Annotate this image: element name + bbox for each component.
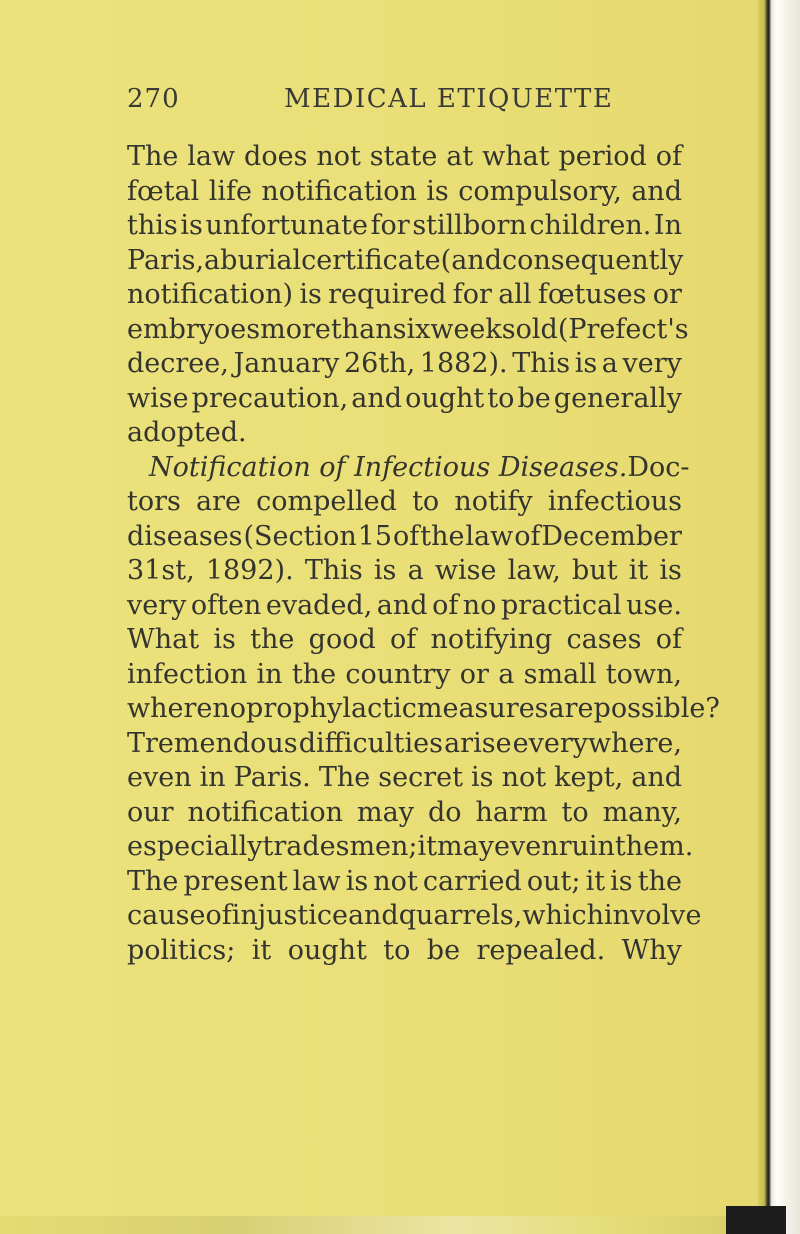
word: notification)	[127, 279, 294, 310]
text-line	[127, 175, 682, 210]
word: which	[522, 900, 605, 931]
text-line	[127, 934, 682, 969]
word: secret	[378, 762, 463, 793]
word: and	[347, 900, 399, 931]
word: politics;	[127, 934, 236, 966]
word: everywhere,	[512, 727, 682, 759]
word: of	[393, 520, 420, 552]
text-line	[127, 485, 682, 520]
word: tradesmen;	[262, 831, 418, 862]
word: or	[459, 658, 489, 690]
word: This	[512, 348, 571, 379]
word: injustice	[231, 900, 348, 931]
word: out;	[526, 865, 581, 897]
word: or	[652, 279, 682, 310]
word: certificate	[301, 244, 441, 276]
text-line	[127, 554, 682, 589]
word: of	[514, 520, 541, 552]
word: and	[351, 382, 402, 414]
word: them.	[614, 831, 694, 862]
word: more	[260, 313, 331, 345]
word: stillborn	[412, 210, 527, 241]
text-line	[127, 278, 682, 313]
word: involve	[604, 900, 702, 931]
word: to	[561, 796, 589, 828]
text-line	[127, 209, 682, 244]
word: six	[392, 313, 431, 345]
text-line	[127, 451, 690, 486]
text-line	[127, 796, 682, 831]
word: This	[304, 555, 363, 586]
word: fœtal	[127, 175, 200, 207]
word: infectious	[547, 486, 682, 517]
word: it	[628, 555, 649, 586]
text-line	[127, 347, 682, 382]
word: but	[572, 555, 618, 586]
word: the	[637, 865, 682, 897]
word: the	[420, 520, 465, 552]
word: 31st,	[127, 555, 195, 586]
word: are	[548, 693, 594, 724]
word: no	[212, 693, 247, 724]
word: our	[127, 796, 174, 828]
word: is	[299, 279, 322, 310]
word: to	[383, 934, 411, 966]
word: to	[487, 382, 515, 414]
word: be	[517, 382, 551, 414]
word: compulsory,	[458, 175, 622, 207]
word: this	[127, 210, 178, 241]
word: precaution,	[191, 382, 349, 414]
word: December	[541, 520, 682, 552]
word: law,	[507, 555, 561, 586]
word: and	[376, 589, 428, 621]
word: (and	[440, 244, 502, 276]
word: quarrels,	[398, 900, 523, 931]
word: (Section	[243, 520, 357, 552]
word: compelled	[256, 486, 397, 517]
word: even	[493, 831, 559, 862]
word: in	[256, 658, 283, 690]
word: ought	[405, 382, 485, 414]
running-head	[127, 84, 687, 124]
word: ruin	[558, 831, 615, 862]
word: not	[501, 762, 547, 793]
word: notification	[187, 796, 344, 828]
word: (Prefect's	[557, 313, 689, 345]
word: for	[452, 279, 492, 310]
word: very	[622, 348, 682, 379]
word: for	[370, 210, 410, 241]
word: of	[655, 141, 682, 172]
page-binding-edge	[758, 0, 800, 1234]
word: is	[574, 348, 598, 379]
word: notify	[454, 486, 533, 517]
word: and	[631, 175, 682, 207]
page-number: 270	[127, 84, 180, 114]
word: especially	[127, 831, 263, 862]
word: may	[357, 796, 414, 828]
word: law	[465, 520, 514, 552]
word: town,	[605, 658, 682, 690]
word: embryoes	[127, 313, 261, 345]
word: cases	[566, 624, 642, 655]
word: is	[426, 175, 449, 207]
word: do	[427, 796, 462, 828]
paragraph-infectious-diseases	[127, 451, 720, 969]
word: carried	[422, 865, 522, 897]
word: 1892).	[205, 555, 294, 586]
word: is	[213, 624, 236, 655]
word: The	[318, 762, 371, 793]
text-line	[127, 692, 720, 727]
word: a	[601, 348, 618, 379]
text-line: adopted.	[127, 417, 247, 448]
word: not	[373, 865, 418, 897]
word: notification	[261, 175, 417, 207]
word: decree,	[127, 348, 229, 379]
word: measures	[416, 693, 549, 724]
word: fœtuses	[537, 279, 647, 310]
word: harm	[475, 796, 548, 828]
word: What	[127, 624, 200, 655]
word: Why	[621, 934, 682, 966]
word: January	[233, 348, 340, 379]
word: life	[208, 175, 252, 207]
word: a	[204, 244, 221, 276]
text-line	[127, 520, 682, 555]
word: evaded,	[265, 589, 373, 621]
word: Tremendous	[127, 727, 298, 759]
word: Paris,	[127, 244, 205, 276]
word: even	[127, 762, 192, 793]
word: to	[412, 486, 440, 517]
word: does	[244, 141, 308, 172]
word: country	[345, 658, 451, 690]
word: The	[127, 865, 179, 897]
word: present	[183, 865, 288, 897]
word: not	[316, 141, 361, 172]
word: where	[127, 693, 213, 724]
word: a	[498, 658, 515, 690]
word: law	[292, 865, 341, 897]
text-line	[127, 313, 689, 348]
text-line	[127, 727, 682, 762]
word: the	[291, 658, 337, 690]
word: The	[127, 141, 179, 172]
text-line	[127, 899, 702, 934]
word: old	[515, 313, 558, 345]
word: use.	[626, 589, 682, 621]
word: is	[471, 762, 494, 793]
word: often	[190, 589, 262, 621]
word: children.	[529, 210, 652, 241]
word: a	[407, 555, 424, 586]
text-line	[127, 658, 682, 693]
word: difficulties	[298, 727, 443, 759]
text-line	[127, 761, 682, 796]
word: all	[498, 279, 532, 310]
word: may	[437, 831, 494, 862]
word: 26th,	[344, 348, 416, 379]
word: and	[631, 762, 682, 793]
word: required	[328, 279, 447, 310]
page-bottom-edge	[0, 1216, 760, 1234]
text-line	[127, 830, 694, 865]
word: wise	[127, 382, 189, 414]
word: no	[462, 589, 497, 621]
word: is	[180, 210, 203, 241]
word: possible?	[593, 693, 720, 724]
word: in	[199, 762, 226, 793]
word: unfortunate	[205, 210, 368, 241]
word: law	[187, 141, 236, 172]
word: ought	[287, 934, 367, 966]
word: tors	[127, 486, 181, 517]
section-heading: Notification of Infectious Diseases.	[149, 451, 628, 483]
word: it	[251, 934, 272, 966]
heading-line-rest: Doc-	[627, 451, 690, 483]
word: 1882).	[419, 348, 508, 379]
word: very	[127, 589, 187, 621]
word: is	[659, 555, 682, 586]
word: period	[558, 141, 647, 172]
word: arise	[444, 727, 512, 759]
word: than	[330, 313, 393, 345]
word: of	[655, 624, 682, 655]
word: state	[369, 141, 438, 172]
running-title: MEDICAL ETIQUETTE	[284, 84, 614, 114]
text-line	[127, 382, 682, 417]
word: burial	[220, 244, 302, 276]
body-text	[127, 140, 720, 968]
word: infection	[127, 658, 248, 690]
word: it	[417, 831, 438, 862]
word: Paris.	[233, 762, 311, 793]
word: practical	[500, 589, 622, 621]
word: wise	[434, 555, 497, 586]
word: it	[585, 865, 606, 897]
text-line	[127, 589, 682, 624]
text-line	[127, 865, 682, 900]
word: the	[250, 624, 295, 655]
word: cause	[127, 900, 206, 931]
word: many,	[602, 796, 682, 828]
word: 15	[357, 520, 393, 552]
word: small	[523, 658, 597, 690]
word: good	[308, 624, 376, 655]
word: diseases	[127, 520, 243, 552]
word: at	[446, 141, 474, 172]
word: kept,	[554, 762, 624, 793]
word: In	[653, 210, 682, 241]
word: weeks	[430, 313, 516, 345]
word: of	[205, 900, 232, 931]
text-line	[127, 140, 682, 175]
word: is	[610, 865, 633, 897]
word: is	[345, 865, 369, 897]
paragraph-stillborn-notification	[127, 140, 689, 451]
word: repealed.	[476, 934, 606, 966]
word: are	[196, 486, 241, 517]
word: is	[373, 555, 397, 586]
text-line	[127, 244, 682, 279]
word: what	[482, 141, 550, 172]
word: of	[390, 624, 417, 655]
word: of	[432, 589, 459, 621]
word: prophylactic	[246, 693, 417, 724]
word: be	[426, 934, 461, 966]
word: generally	[553, 382, 682, 414]
word: notifying	[430, 624, 553, 655]
text-line	[127, 623, 682, 658]
word: consequently	[501, 244, 684, 276]
scan-corner-mark	[726, 1206, 786, 1234]
